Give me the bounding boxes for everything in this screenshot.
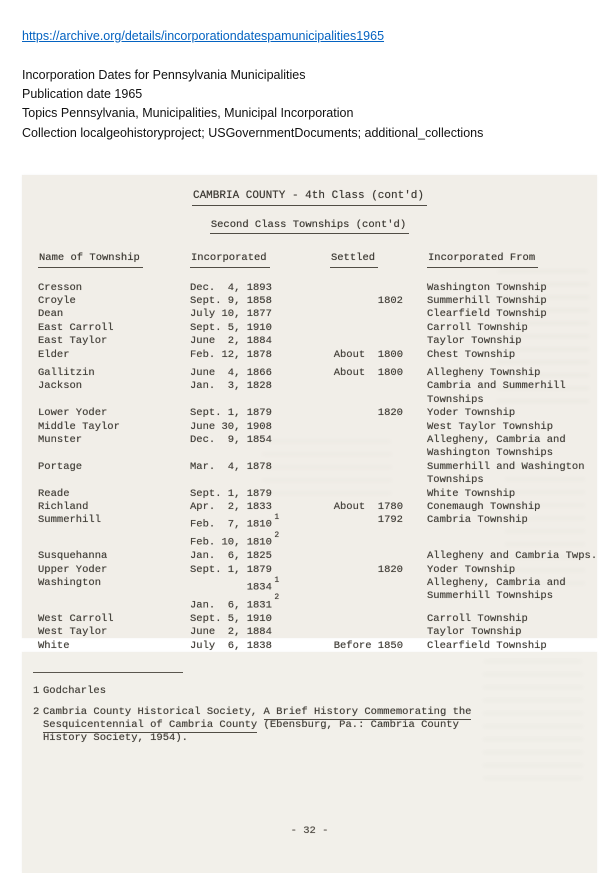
cell-township-name: Washington (38, 577, 102, 590)
cell-township-name: Jackson (38, 380, 83, 393)
cell-incorporated-from: Conemaugh Township (427, 501, 541, 513)
cell-settled: Before 1850 (333, 639, 403, 652)
table-row (22, 564, 597, 577)
cell-incorporated: Mar. 4, 1878 (190, 460, 272, 473)
table-row (22, 308, 597, 321)
publication-line: Publication date 1965 (22, 87, 143, 102)
footnote-number: 2 (33, 706, 40, 718)
table-row (22, 434, 597, 461)
cell-township-name: East Carroll (38, 321, 114, 334)
cell-settled (305, 613, 403, 626)
cell-incorporated-from: Carroll Township (427, 321, 528, 334)
cell-township-name: Reade (38, 487, 70, 500)
table-row (22, 322, 597, 335)
footnote-reference: 1 (274, 512, 280, 522)
footnote (33, 685, 533, 698)
township-table-body (22, 282, 597, 654)
cell-settled: 1820 (377, 407, 403, 420)
cell-settled (305, 380, 403, 407)
table-row (22, 626, 597, 639)
cell-township-name: Croyle (38, 294, 76, 307)
cell-incorporated-from: Clearfield Township (427, 639, 547, 652)
cell-settled: About 1780 (333, 501, 403, 513)
cell-township-name: Cresson (38, 281, 83, 294)
cell-settled: About 1800 (333, 348, 403, 361)
footnote-separator (33, 672, 183, 673)
cell-incorporated: June 2, 1884 (190, 335, 272, 348)
cell-township-name: Susquehanna (38, 550, 108, 563)
cell-township-name: West Carroll (38, 612, 114, 625)
table-header-row (22, 252, 597, 268)
cell-incorporated: July 10, 1877 (190, 308, 272, 321)
cell-settled (305, 488, 403, 501)
cell-incorporated-from: Washington Township (427, 281, 547, 294)
cell-incorporated-from: White Township (427, 487, 516, 500)
table-row (22, 613, 597, 626)
cell-incorporated: Sept. 5, 1910 (190, 612, 272, 625)
cell-incorporated: Feb. 12, 1878 (190, 348, 272, 361)
cell-settled: 1820 (377, 563, 403, 576)
cell-incorporated-from: Clearfield Township (427, 308, 547, 321)
footnote-reference: 2 (274, 530, 280, 540)
footnotes (33, 685, 533, 745)
metadata-block (22, 66, 483, 143)
section-heading-text: Second Class Townships (cont'd) (210, 218, 409, 235)
cell-incorporated: Sept. 1, 1879 (190, 563, 272, 576)
table-row (22, 577, 597, 613)
footnote (33, 706, 533, 745)
cell-incorporated-from: Allegheny, Cambria and Summerhill Townships (427, 577, 566, 603)
cell-settled (305, 550, 403, 563)
county-heading-text: CAMBRIA COUNTY - 4th Class (cont'd) (192, 189, 427, 206)
table-row (22, 461, 597, 488)
column-header-name-of-township: Name of Township (38, 252, 190, 268)
scanned-page-footnotes (22, 652, 597, 873)
archive-org-link[interactable]: https://archive.org/details/incorporationdatespamunicipalities1965 (22, 29, 385, 43)
table-row (22, 282, 597, 295)
cell-incorporated: Sept. 9, 1858 (190, 294, 272, 307)
cell-incorporated: July 6, 1838 (190, 639, 272, 652)
cell-incorporated-from: Taylor Township (427, 335, 522, 348)
cell-incorporated-from: Yoder Township (427, 563, 516, 576)
cell-incorporated-from: Cambria Township (427, 514, 528, 527)
cell-township-name: East Taylor (38, 335, 108, 348)
county-heading (22, 189, 597, 206)
cell-settled: 1802 (377, 294, 403, 307)
table-row (22, 407, 597, 420)
title-line: Incorporation Dates for Pennsylvania Municipalities (22, 68, 306, 82)
cell-incorporated-from: Allegheny Township (427, 366, 541, 379)
cell-settled (305, 335, 403, 348)
cell-township-name: Summerhill (38, 514, 102, 527)
cell-incorporated-from: Cambria and Summerhill Townships (427, 380, 566, 406)
table-row (22, 501, 597, 514)
footnote-text: Godcharles (43, 685, 107, 697)
cell-incorporated: June 2, 1884 (190, 626, 272, 639)
cell-incorporated-from: Allegheny, Cambria and Washington Townships (427, 433, 566, 460)
table-row (22, 335, 597, 348)
cell-incorporated: Jan. 3, 1828 (190, 380, 272, 393)
column-header-incorporated-from: Incorporated From (403, 252, 591, 268)
cell-township-name: Upper Yoder (38, 563, 108, 576)
cell-incorporated: Apr. 2, 1833 (190, 501, 272, 513)
cell-incorporated-from: Yoder Township (427, 407, 516, 420)
cell-township-name: West Taylor (38, 626, 108, 639)
cell-incorporated-from: Chest Township (427, 348, 516, 361)
footnote-text: Cambria County Historical Society, A Brief History Commemorating the Sesquicentennial of Cambria County (Ebensburg, Pa.: Cambria County History Society, 1954). (43, 706, 472, 744)
cell-settled (305, 626, 403, 639)
cell-incorporated: Dec. 9, 1854 (190, 433, 272, 446)
cell-township-name: White (38, 639, 70, 652)
table-row (22, 421, 597, 434)
cell-incorporated: Jan. 6, 1825 (190, 550, 272, 563)
table-row (22, 380, 597, 407)
table-row (22, 349, 597, 362)
cell-incorporated-from: Allegheny and Cambria Twps. (427, 550, 598, 563)
table-row (22, 514, 597, 550)
footnote-reference: 2 (274, 593, 280, 603)
cell-incorporated: Sept. 1, 1879 (190, 407, 272, 420)
cell-settled (305, 434, 403, 461)
footnote-number: 1 (33, 685, 40, 697)
cell-incorporated: Sept. 1, 1879 (190, 487, 272, 500)
cell-township-name: Richland (38, 501, 89, 513)
cell-settled (305, 282, 403, 295)
column-header-incorporated: Incorporated (190, 252, 305, 268)
cell-incorporated: Feb. 7, 1810$^1$ Feb. 10, 1810$^2$ (190, 512, 280, 549)
cell-incorporated-from: Carroll Township (427, 612, 528, 625)
cell-settled (305, 322, 403, 335)
cell-settled (305, 308, 403, 321)
cell-incorporated: Dec. 4, 1893 (190, 281, 272, 294)
cell-settled (305, 577, 403, 613)
cell-township-name: Middle Taylor (38, 420, 120, 433)
cell-incorporated: Sept. 5, 1910 (190, 321, 272, 334)
cell-settled (305, 461, 403, 488)
cell-incorporated-from: Summerhill Township (427, 294, 547, 307)
cell-incorporated: June 4, 1866 (190, 366, 272, 379)
cell-incorporated: 1834$^1$ Jan. 6, 1831$^2$ (190, 575, 280, 612)
section-heading (22, 218, 597, 235)
cell-incorporated-from: Summerhill and Washington Townships (427, 460, 585, 487)
cell-settled: About 1800 (333, 366, 403, 379)
page-number: - 32 - (290, 825, 329, 837)
cell-incorporated-from: Taylor Township (427, 626, 522, 639)
topics-line: Topics Pennsylvania, Municipalities, Municipal Incorporation (22, 106, 354, 121)
table-row (22, 295, 597, 308)
table-row (22, 488, 597, 501)
cell-township-name: Gallitzin (38, 366, 95, 379)
cell-township-name: Dean (38, 308, 64, 321)
cell-settled: 1792 (377, 514, 403, 527)
table-row (22, 550, 597, 563)
cell-incorporated: June 30, 1908 (190, 420, 272, 433)
cell-township-name: Munster (38, 433, 83, 446)
table-row (22, 367, 597, 380)
collection-line: Collection localgeohistoryproject; USGovernmentDocuments; additional_collections (22, 125, 484, 140)
scanned-page-table (22, 175, 598, 652)
cell-incorporated-from: West Taylor Township (427, 420, 554, 433)
cell-township-name: Lower Yoder (38, 407, 108, 420)
cell-settled (305, 421, 403, 434)
cell-township-name: Elder (38, 348, 70, 361)
cell-township-name: Portage (38, 460, 83, 473)
column-header-settled: Settled (305, 252, 403, 268)
footnote-reference: 1 (274, 575, 280, 585)
